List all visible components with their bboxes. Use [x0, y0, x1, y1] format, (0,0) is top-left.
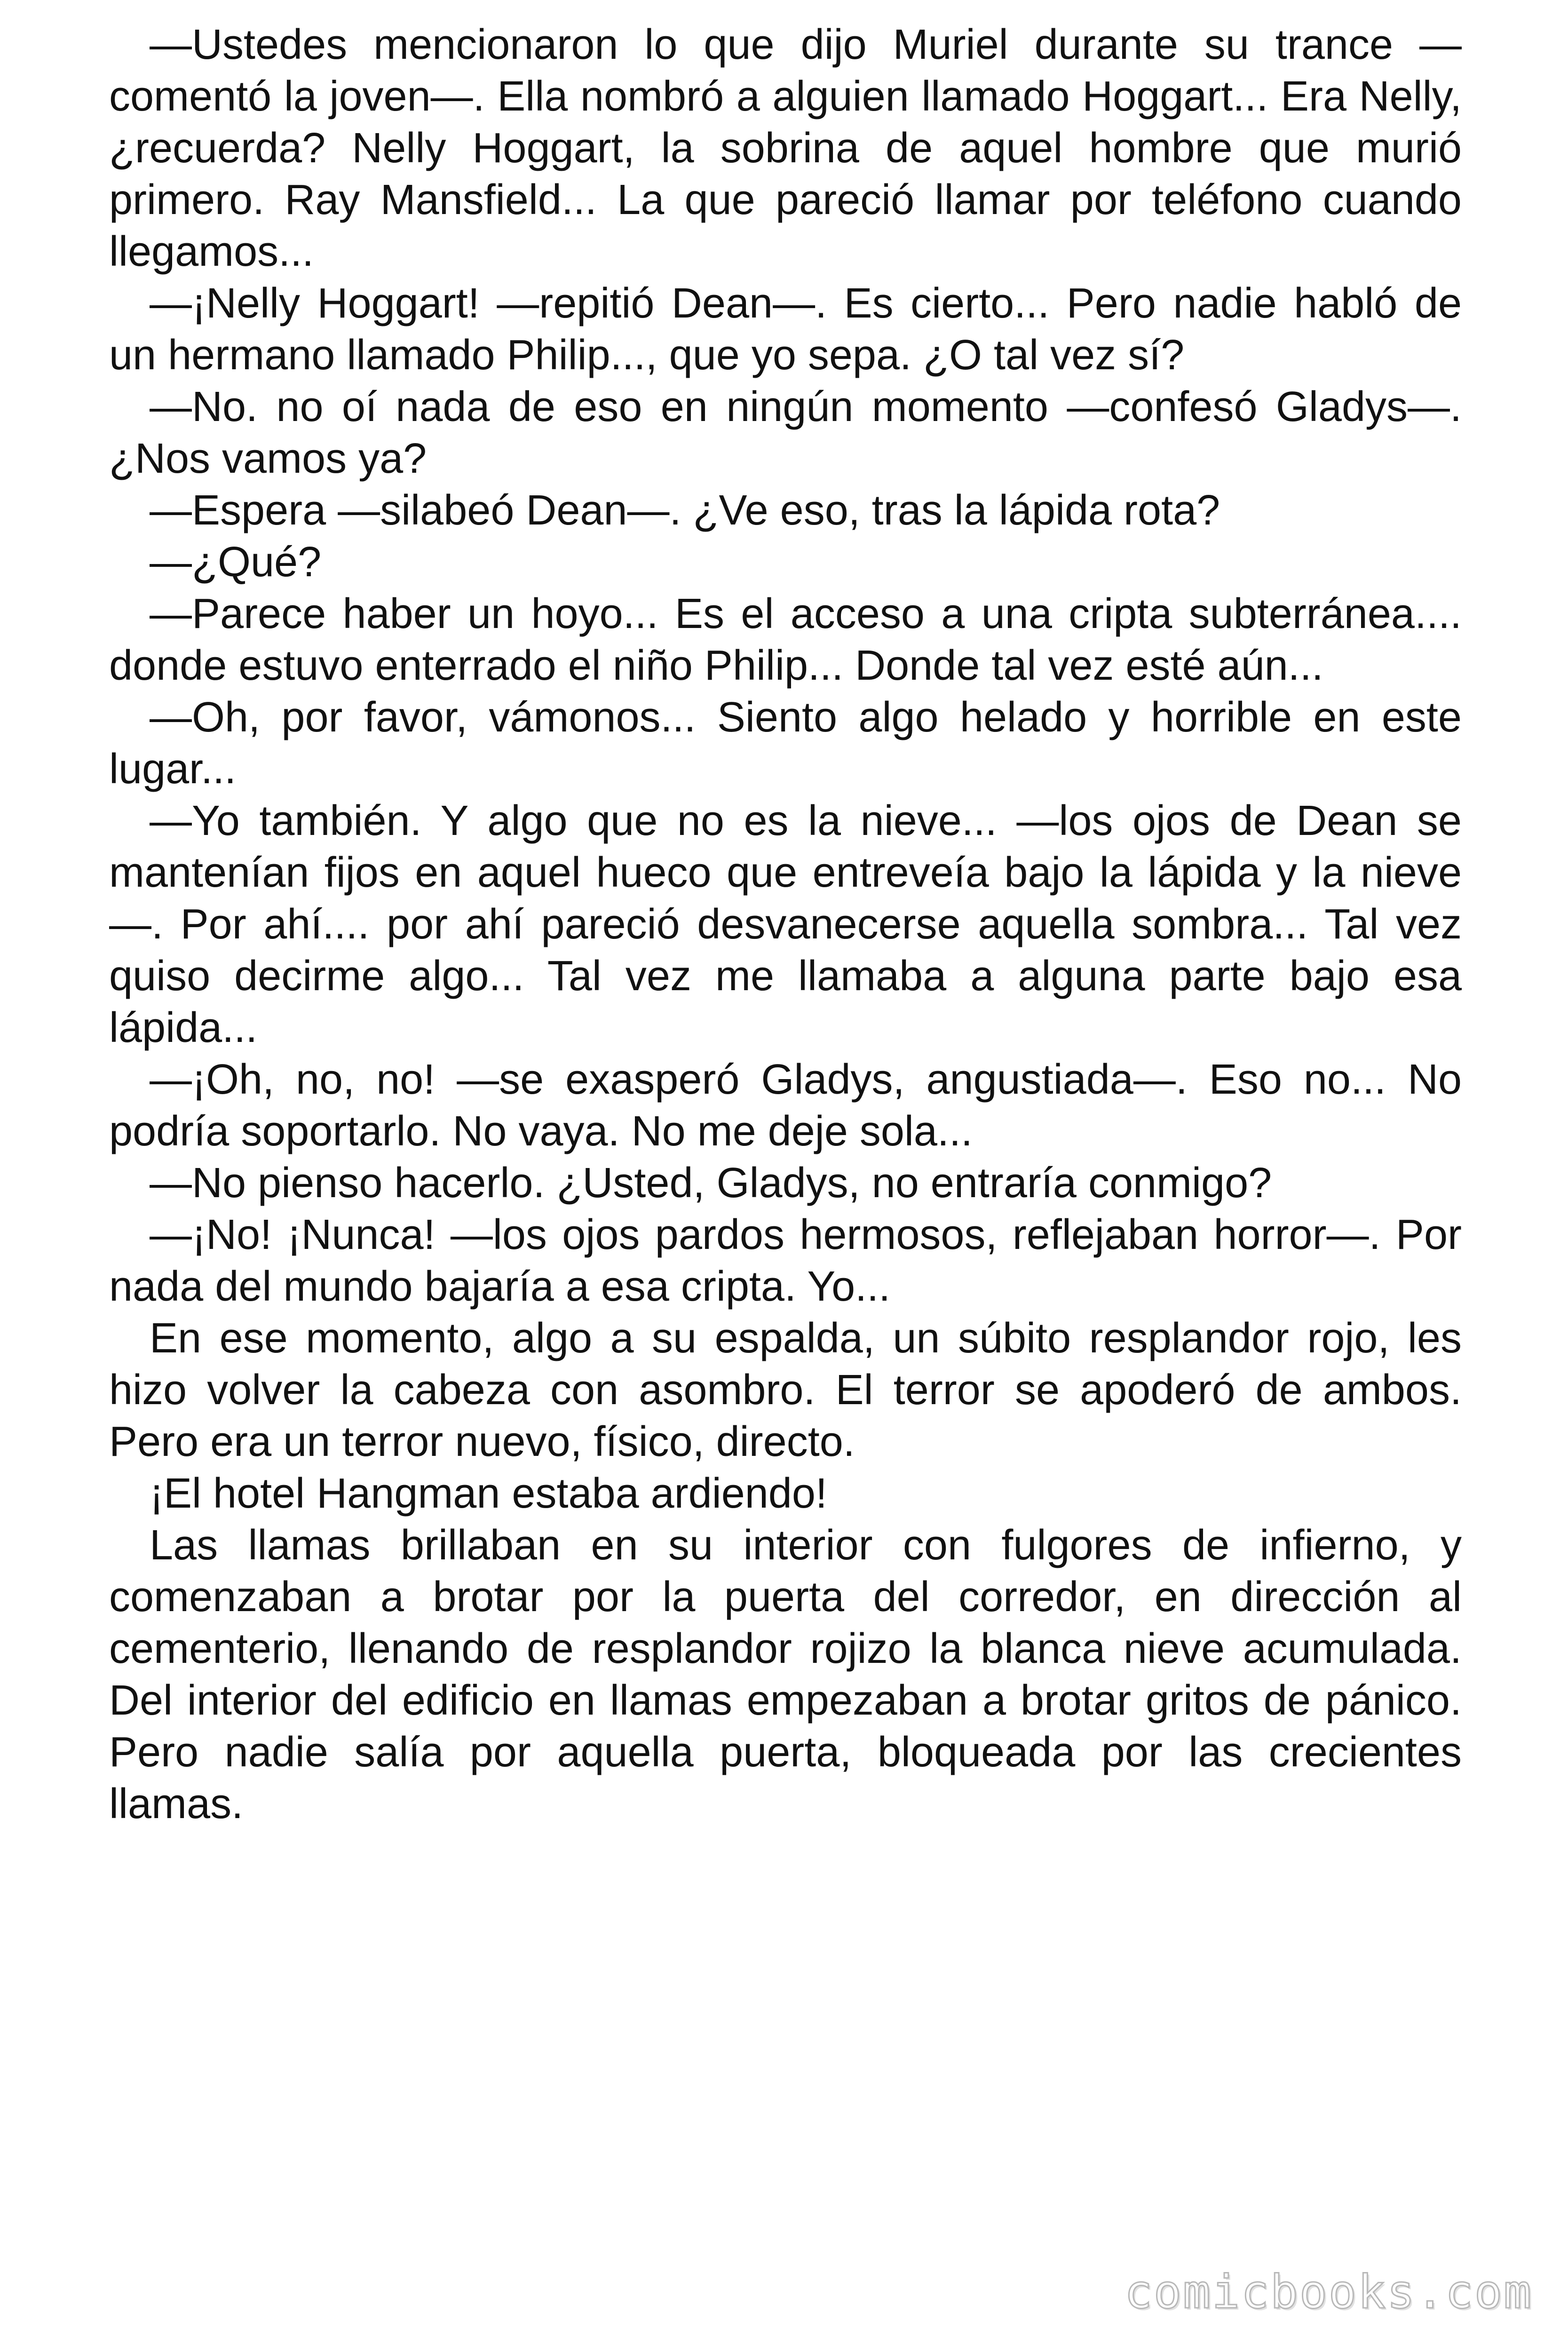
page-body [109, 19, 1462, 1830]
paragraph: ¡El hotel Hangman estaba ardiendo! [150, 1470, 827, 1517]
paragraph: —¡Oh, no, no! —se exasperó Gladys, angustiada—. Eso no... No podría soportarlo. No vaya. No me deje sola... [109, 1056, 1462, 1155]
paragraph: —No. no oí nada de eso en ningún momento —confesó Gladys—. ¿Nos vamos ya? [109, 383, 1462, 482]
paragraph: —No pienso hacerlo. ¿Usted, Gladys, no entraría conmigo? [150, 1160, 1272, 1207]
paragraph: En ese momento, algo a su espalda, un súbito resplandor rojo, les hizo volver la cabeza con asombro. El terror se apoderó de ambos. Pero era un terror nuevo, físico, directo. [109, 1315, 1462, 1465]
paragraph: Las llamas brillaban en su interior con fulgores de infierno, y comenzaban a brotar por la puerta del corredor, en dirección al cementerio, llenando de resplandor rojizo la blanca nieve acumulada. Del interior del edificio en llamas empezaban a brotar gritos de pánico. Pero nadie salía por aquella puerta, bloqueada por las crecientes llamas. [109, 1522, 1462, 1828]
paragraph: —Oh, por favor, vámonos... Siento algo helado y horrible en este lugar... [109, 694, 1462, 793]
paragraph: —Yo también. Y algo que no es la nieve... —los ojos de Dean se mantenían fijos en aquel hueco que entreveía bajo la lápida y la nieve —. Por ahí.... por ahí pareció desvanecerse aquella sombra... Tal vez quiso decirme algo... Tal vez me llamaba a alguna parte bajo esa lápida... [109, 797, 1462, 1051]
watermark: comicbooks.com [1124, 2265, 1533, 2319]
paragraph: —Espera —silabeó Dean—. ¿Ve eso, tras la lápida rota? [150, 487, 1220, 534]
paragraph: —¡No! ¡Nunca! —los ojos pardos hermosos, reflejaban horror—. Por nada del mundo bajaría a esa cripta. Yo... [109, 1211, 1462, 1310]
paragraph: —¿Qué? [150, 539, 322, 586]
paragraph: —Ustedes mencionaron lo que dijo Muriel durante su trance —comentó la joven—. Ella nombró a alguien llamado Hoggart... Era Nelly, ¿recuerda? Nelly Hoggart, la sobrina de aquel hombre que murió primero. Ray Mansfield... La que pareció llamar por teléfono cuando llegamos... [109, 21, 1462, 275]
paragraph: —Parece haber un hoyo... Es el acceso a una cripta subterránea.... donde estuvo enterrado el niño Philip... Donde tal vez esté aún... [109, 590, 1462, 689]
paragraph: —¡Nelly Hoggart! —repitió Dean—. Es cierto... Pero nadie habló de un hermano llamado Philip..., que yo sepa. ¿O tal vez sí? [109, 280, 1462, 379]
